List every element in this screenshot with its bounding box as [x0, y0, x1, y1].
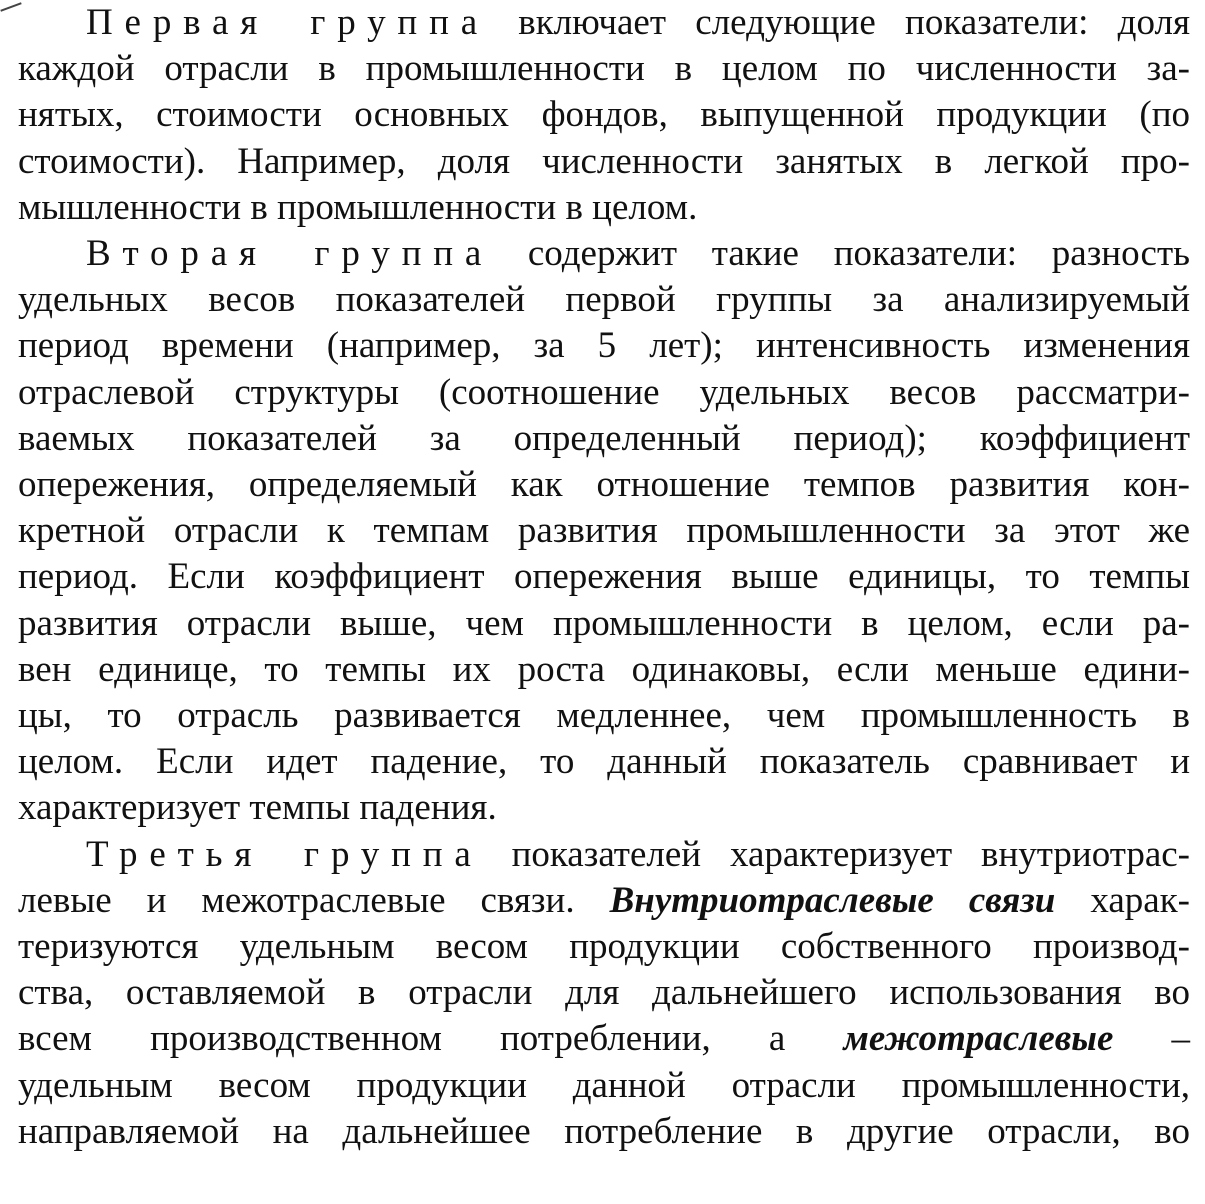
text-line: кретной отрасли к темпам развития промышленности за этот же — [18, 510, 1190, 552]
term-inter-industry: межотраслевые — [843, 1018, 1114, 1060]
text-line: характеризует темпы падения. — [18, 787, 497, 829]
text-line: каждой отрасли в промышленности в целом по численности за- — [18, 48, 1190, 90]
paragraph-1 — [18, 0, 1190, 231]
text-line: отраслевой структуры (соотношение удельных весов рассматри- — [18, 371, 1190, 413]
text-line: всем производственном потреблении, а межотраслевые – — [18, 1018, 1190, 1060]
text-line: опережения, определяемый как отношение темпов развития кон- — [18, 464, 1190, 506]
text-line: теризуются удельным весом продукции собственного производ- — [18, 926, 1190, 968]
text-line: Третья группа показателей характеризует внутриотрас- — [86, 833, 1190, 875]
text-line: вен единице, то темпы их роста одинаковы, если меньше едини- — [18, 648, 1190, 690]
group-lead: Первая группа — [86, 2, 489, 43]
group-lead: Вторая группа — [86, 233, 494, 275]
text-line: развития отрасли выше, чем промышленности в целом, если ра- — [18, 602, 1190, 644]
text-line: левые и межотраслевые связи. Внутриотраслевые связи харак- — [18, 879, 1191, 921]
term-intra-industry: Внутриотраслевые связи — [609, 879, 1056, 921]
paragraph-2 — [18, 231, 1190, 832]
text-line: цы, то отрасль развивается медленнее, чем промышленность в — [18, 695, 1190, 737]
text-line: ства, оставляемой в отрасли для дальнейшего использования во — [18, 972, 1190, 1014]
paragraph-3 — [18, 832, 1190, 1155]
text-line: удельных весов показателей первой группы за анализируемый — [18, 279, 1190, 321]
text-line: нятых, стоимости основных фондов, выпущенной продукции (по — [18, 94, 1190, 136]
text-line: Первая группа включает следующие показатели: доля — [86, 2, 1190, 43]
text-line: направляемой на дальнейшее потребление в другие отрасли, во — [18, 1110, 1190, 1152]
text-line: ваемых показателей за определенный период); коэффициент — [18, 417, 1190, 459]
text-line: удельным весом продукции данной отрасли промышленности, — [18, 1064, 1190, 1106]
text-line: мышленности в промышленности в целом. — [18, 186, 698, 228]
document-page — [18, 0, 1190, 1155]
text-line: период. Если коэффициент опережения выше единицы, то темпы — [18, 556, 1190, 598]
text-line: стоимости). Например, доля численности занятых в легкой про- — [18, 140, 1190, 182]
group-lead: Третья группа — [86, 833, 483, 875]
text-line: целом. Если идет падение, то данный показатель сравнивает и — [18, 741, 1190, 783]
text-line: Вторая группа содержит такие показатели: разность — [86, 233, 1190, 275]
text-line: период времени (например, за 5 лет); интенсивность изменения — [18, 325, 1190, 367]
